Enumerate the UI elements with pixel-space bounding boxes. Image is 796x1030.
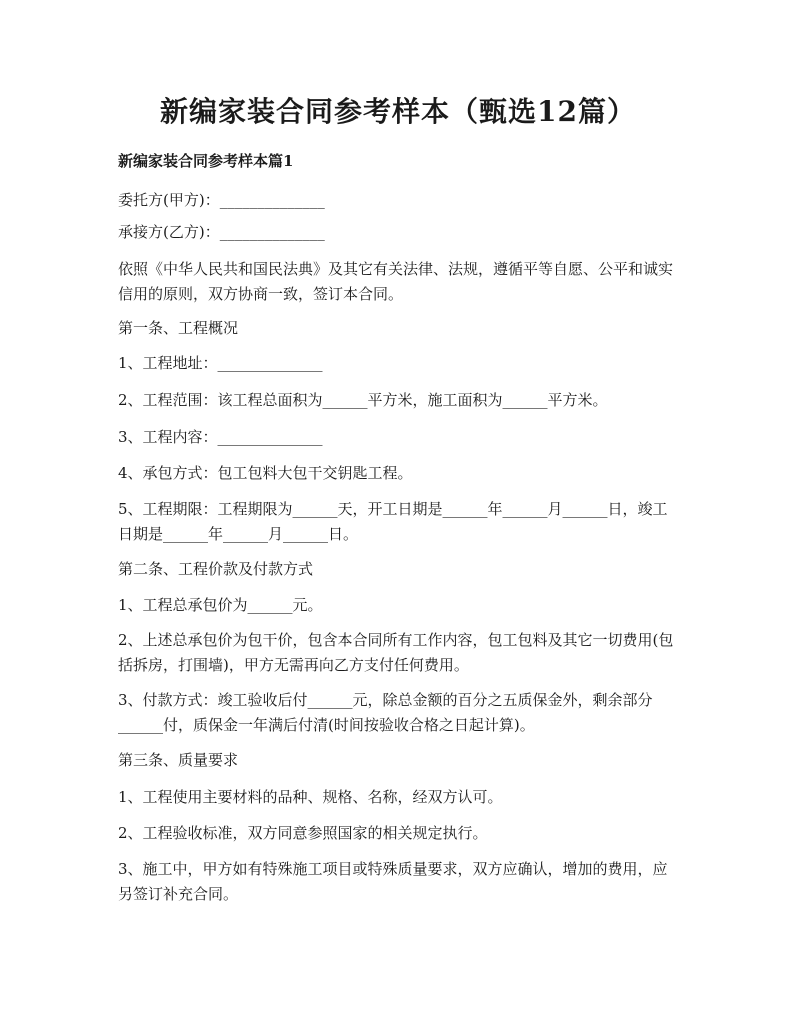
party-b-line: 承接方(乙方)：______________ [118, 223, 325, 241]
clause-paragraph: 2、上述总承包价为包干价，包含本合同所有工作内容，包工包料及其它一切费用(包括拆房，打围墙)，甲方无需再向乙方支付任何费用。 [118, 631, 674, 674]
clause-paragraph: 3、付款方式：竣工验收后付______元，除总金额的百分之五质保金外，剩余部分______付，质保金一年满后付清(时间按验收合格之日起计算)。 [118, 691, 653, 734]
document-title: 新编家装合同参考样本（甄选12篇） [160, 95, 636, 128]
clause-paragraph: 5、工程期限：工程期限为______天，开工日期是______年______月______日，竣工日期是______年______月______日。 [118, 500, 668, 543]
section-subtitle: 新编家装合同参考样本篇1 [118, 152, 294, 170]
clause-paragraph: 2、工程范围：该工程总面积为______平方米，施工面积为______平方米。 [118, 391, 608, 409]
clause-paragraph: 2、工程验收标准，双方同意参照国家的相关规定执行。 [118, 824, 488, 842]
clause-paragraph: 1、工程使用主要材料的品种、规格、名称，经双方认可。 [118, 788, 503, 806]
clause-paragraph: 3、工程内容：______________ [118, 428, 323, 446]
article-heading: 第一条、工程概况 [118, 319, 239, 337]
article-heading: 第二条、工程价款及付款方式 [118, 560, 314, 578]
party-a-line: 委托方(甲方)：______________ [118, 191, 325, 209]
clause-paragraph: 3、施工中，甲方如有特殊施工项目或特殊质量要求，双方应确认，增加的费用，应另签订补充合同。 [118, 860, 668, 903]
clause-paragraph: 4、承包方式：包工包料大包干交钥匙工程。 [118, 464, 413, 482]
article-heading: 第三条、质量要求 [118, 751, 239, 769]
clause-paragraph: 1、工程总承包价为______元。 [118, 596, 323, 614]
clause-paragraph: 1、工程地址：______________ [118, 354, 323, 372]
preamble-paragraph: 依照《中华人民共和国民法典》及其它有关法律、法规，遵循平等自愿、公平和诚实信用的原则，双方协商一致，签订本合同。 [118, 260, 674, 303]
